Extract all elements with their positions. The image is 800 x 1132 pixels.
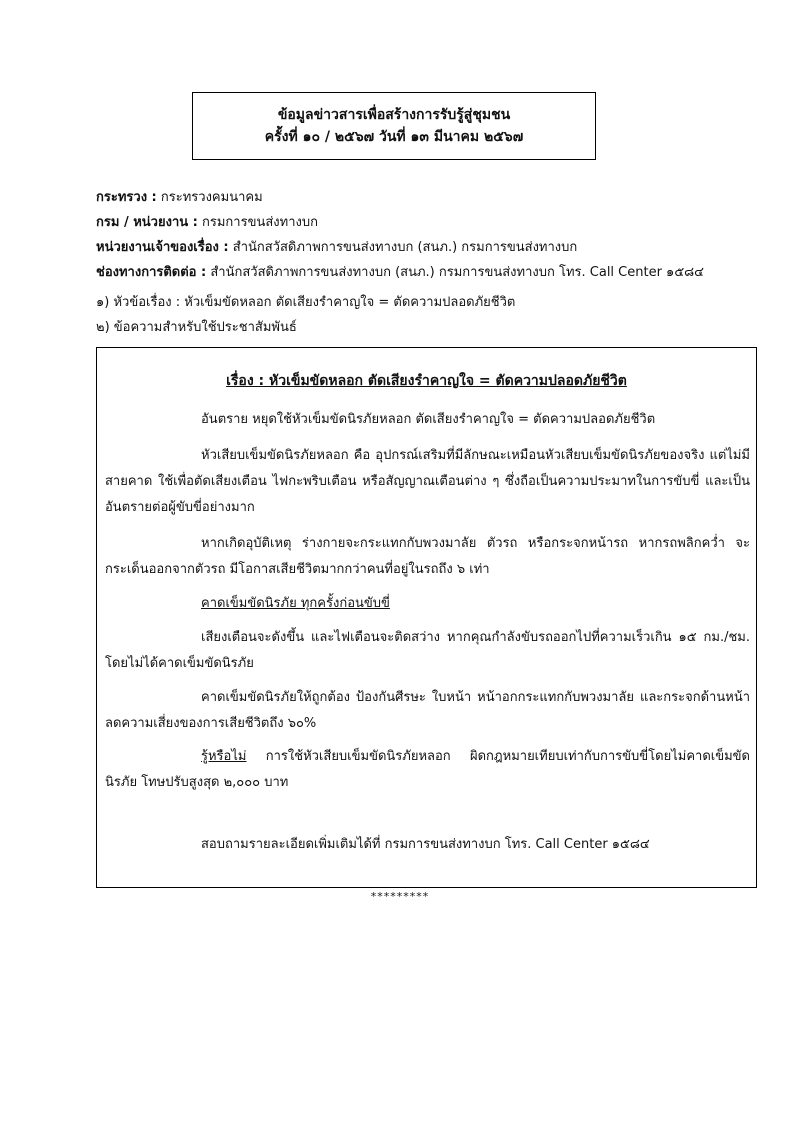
header-title: ข้อมูลข่าวสารเพื่อสร้างการรับรู้สู่ชุมชน xyxy=(277,107,511,123)
header-box xyxy=(192,92,596,160)
meta-key: ช่องทางการติดต่อ : xyxy=(96,265,207,280)
meta-contact-channel xyxy=(96,260,776,285)
meta-key: กรม / หน่วยงาน : xyxy=(96,215,198,230)
paragraph-warning: อันตราย หยุดใช้หัวเข็มขัดนิรภัยหลอก ตัดเสียงรำคาญใจ = ตัดความปลอดภัยชีวิต xyxy=(201,412,656,427)
meta-value: สำนักสวัสดิภาพการขนส่งทางบก (สนภ.) กรมการขนส่งทางบก โทร. Call Center ๑๕๘๔ xyxy=(206,265,705,280)
paragraph-did-you-know xyxy=(105,744,750,796)
did-you-know-text: การใช้หัวเสียบเข็มขัดนิรภัยหลอก ผิดกฎหมายเทียบเท่ากับการขับขี่โดยไม่คาดเข็มขัดนิรภัย โทษปรับสูงสุด ๒,๐๐๐ บาท xyxy=(105,749,750,790)
content-title: เรื่อง : หัวเข็มขัดหลอก ตัดเสียงรำคาญใจ = ตัดความปลอดภัยชีวิต xyxy=(226,373,627,389)
meta-block xyxy=(96,185,776,285)
point-pr-message: ๒) ข้อความสำหรับใช้ประชาสัมพันธ์ xyxy=(96,320,297,335)
meta-value: กรมการขนส่งทางบก xyxy=(197,215,318,230)
paragraph-correct-use: คาดเข็มขัดนิรภัยให้ถูกต้อง ป้องกันศีรษะ ใบหน้า หน้าอกกระแทกกับพวงมาลัย และกระจกด้านหน้า ลดความเสี่ยงของการเสียชีวิตถึง ๖๐% xyxy=(105,690,750,731)
subheading-wrapper xyxy=(105,591,750,617)
meta-ministry xyxy=(96,185,776,210)
contact-line: สอบถามรายละเอียดเพิ่มเติมได้ที่ กรมการขนส่งทางบก โทร. Call Center ๑๕๘๔ xyxy=(201,837,650,852)
paragraph-definition: หัวเสียบเข็มขัดนิรภัยหลอก คือ อุปกรณ์เสริมที่มีลักษณะเหมือนหัวเสียบเข็มขัดนิรภัยของจริง แต่ไม่มีสายคาด ใช้เพื่อตัดเสียงเตือน ไฟกะพริบเตือน หรือสัญญาณเตือนต่าง ๆ ซึ่งถือเป็นความประมาทในการขับขี่ และเป็นอันตรายต่อผู้ขับขี่อย่างมาก xyxy=(105,448,750,515)
point-topic: ๑) หัวข้อเรื่อง : หัวเข็มขัดหลอก ตัดเสียงรำคาญใจ = ตัดความปลอดภัยชีวิต xyxy=(96,295,516,310)
meta-key: หน่วยงานเจ้าของเรื่อง : xyxy=(96,240,229,255)
paragraph-speed-alert: เสียงเตือนจะดังขึ้น และไฟเตือนจะติดสว่าง หากคุณกำลังขับรถออกไปที่ความเร็วเกิน ๑๕ กม./ชม. โดยไม่ได้คาดเข็มขัดนิรภัย xyxy=(105,630,750,671)
meta-department xyxy=(96,210,776,235)
header-issue-date: ครั้งที่ ๑๐ / ๒๕๖๗ วันที่ ๑๓ มีนาคม ๒๕๖๗ xyxy=(264,129,524,145)
content-box xyxy=(96,347,757,888)
meta-owner-unit xyxy=(96,235,776,260)
subheading-wear-seatbelt: คาดเข็มขัดนิรภัย ทุกครั้งก่อนขับขี่ xyxy=(201,596,390,611)
meta-key: กระทรวง : xyxy=(96,190,157,205)
paragraph-accident: หากเกิดอุบัติเหตุ ร่างกายจะกระแทกกับพวงมาลัย ตัวรถ หรือกระจกหน้ารถ หากรถพลิกคว่ำ จะกระเด็นออกจากตัวรถ มีโอกาสเสียชีวิตมากกว่าคนที่อยู่ในรถถึง ๖ เท่า xyxy=(105,536,750,577)
end-marker: ********* xyxy=(370,890,430,903)
topic-points xyxy=(96,290,776,340)
did-you-know-label: รู้หรือไม่ xyxy=(201,749,247,764)
meta-value: สำนักสวัสดิภาพการขนส่งทางบก (สนภ.) กรมการขนส่งทางบก xyxy=(228,240,578,255)
meta-value: กระทรวงคมนาคม xyxy=(156,190,263,205)
